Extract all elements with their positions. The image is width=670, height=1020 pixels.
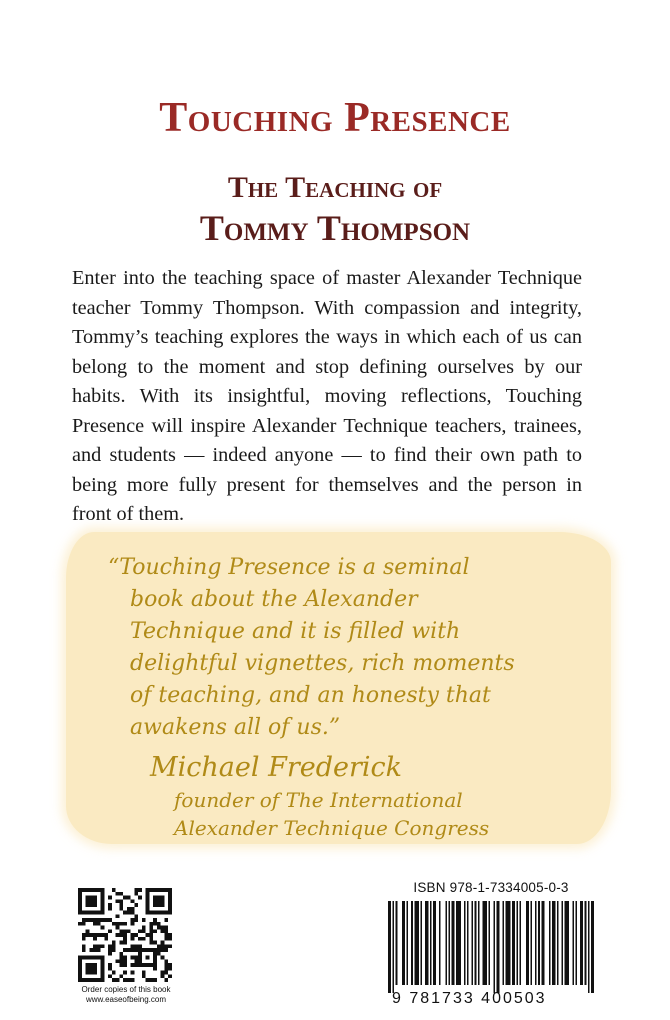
barcode-icon xyxy=(388,901,594,993)
order-website-link[interactable]: www.easeofbeing.com xyxy=(85,995,167,1004)
subtitle-line-1: The Teaching of xyxy=(227,171,443,204)
quote-line: “Touching Presence is a seminal xyxy=(108,555,470,580)
quote-line: awakens all of us.” xyxy=(130,715,341,740)
book-title: Touching Presence xyxy=(159,95,511,141)
quote-line: Technique and it is filled with xyxy=(130,619,461,644)
author-role-line-2: Alexander Technique Congress xyxy=(174,816,490,840)
barcode-digits: 9 781733 400503 xyxy=(392,990,547,1007)
author-role-line-1: founder of The International xyxy=(174,788,463,812)
barcode-panel xyxy=(384,880,598,1015)
isbn-number: ISBN 978-1-7334005-0-3 xyxy=(413,880,569,895)
quote-line: book about the Alexander xyxy=(130,587,418,612)
qr-code-icon[interactable] xyxy=(78,888,172,982)
quote-author: Michael Frederick xyxy=(150,752,402,783)
quote-line: of teaching, and an honesty that xyxy=(130,683,491,708)
quote-line: delightful vignettes, rich moments xyxy=(130,651,515,676)
endorsement-quote xyxy=(108,552,588,744)
book-subtitle xyxy=(0,170,670,250)
quote-author-role xyxy=(174,786,489,842)
subtitle-line-2: Tommy Thompson xyxy=(199,208,471,248)
order-info xyxy=(60,985,192,1005)
book-description: Enter into the teaching space of master Alexander Technique teacher Tommy Thompson. With compassion and integrity, Tommy’s teaching explores the ways in which each of us can belong to the moment and stop defining ourselves by our habits. With its insightful, moving reflections, Touching Presence will inspire Alexander Technique teachers, trainees, and students — indeed anyone — to find their own path to being more fully present for themselves and the person in front of them. xyxy=(72,267,582,525)
order-text: Order copies of this book xyxy=(81,985,171,994)
